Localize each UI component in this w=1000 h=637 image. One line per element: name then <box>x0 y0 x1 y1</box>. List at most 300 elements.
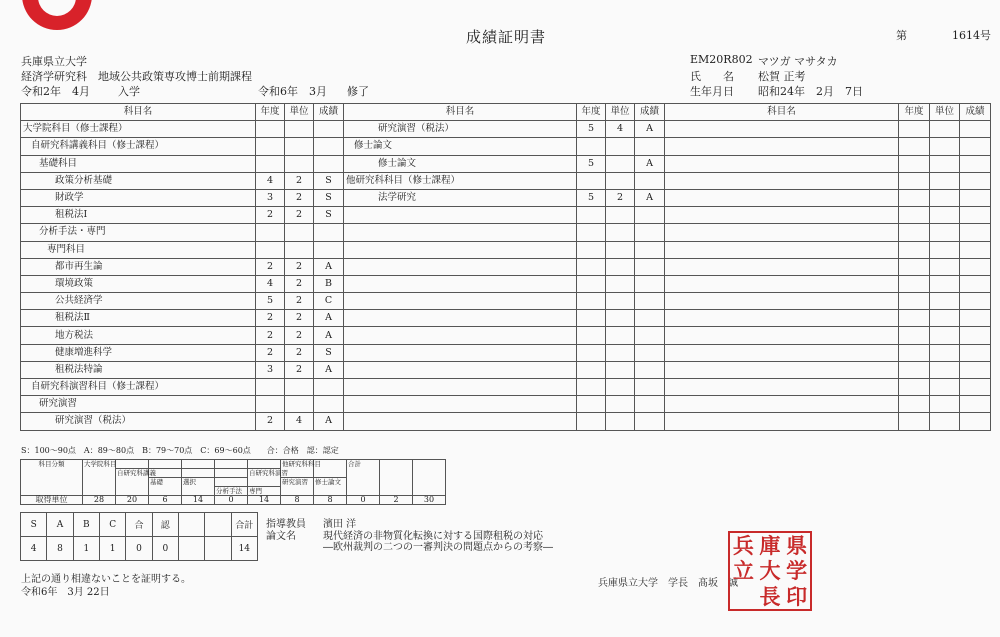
table-row <box>21 310 991 327</box>
university-name: 兵庫県立大学 <box>21 55 87 68</box>
subject-name <box>665 413 899 430</box>
subject-credit <box>930 241 960 258</box>
summary-credit-value: 0 <box>215 496 248 505</box>
subject-credit <box>606 327 635 344</box>
subject-year <box>577 293 606 310</box>
subject-name: 基礎科目 <box>21 155 256 172</box>
subject-year: 2 <box>256 344 285 361</box>
subject-credit <box>930 138 960 155</box>
subject-credit: 2 <box>285 258 314 275</box>
subject-year <box>256 121 285 138</box>
subject-year: 4 <box>256 275 285 292</box>
subject-credit <box>930 327 960 344</box>
summary-row-label: 科目分類 <box>21 460 83 469</box>
subject-credit: 2 <box>285 327 314 344</box>
grade-count-value: 1 <box>99 537 125 561</box>
subject-credit <box>285 121 314 138</box>
subject-grade <box>635 224 665 241</box>
subject-grade: A <box>314 258 344 275</box>
table-row <box>21 258 991 275</box>
subject-name <box>665 155 899 172</box>
subject-year <box>577 310 606 327</box>
subject-credit: 2 <box>606 189 635 206</box>
subject-name: 環境政策 <box>21 275 256 292</box>
certification-text: 上記の通り相違ないことを証明する。 <box>21 574 191 585</box>
seal-char: 大 <box>759 558 781 584</box>
subject-grade <box>635 361 665 378</box>
subject-credit <box>285 224 314 241</box>
header-year: 年度 <box>256 104 285 121</box>
subject-name: 法学研究 <box>344 189 577 206</box>
subject-name: 自研究科講義科目（修士課程） <box>21 138 256 155</box>
subject-credit <box>285 155 314 172</box>
subject-name <box>665 189 899 206</box>
table-row <box>21 379 991 396</box>
subject-credit <box>930 396 960 413</box>
subject-grade <box>960 413 991 430</box>
subject-grade <box>314 224 344 241</box>
subject-credit <box>930 172 960 189</box>
grade-count-value: 4 <box>21 537 47 561</box>
thesis-label: 論文名 <box>266 531 296 542</box>
subject-grade: A <box>314 361 344 378</box>
thesis-subtitle: ―欧州裁判の二つの一審判決の問題点からの考察― <box>323 542 553 553</box>
subject-credit <box>930 155 960 172</box>
subject-credit <box>930 189 960 206</box>
subject-credit <box>606 207 635 224</box>
subject-grade <box>635 258 665 275</box>
subject-grade <box>635 172 665 189</box>
summary-credit-value: 0 <box>347 496 380 505</box>
subject-credit: 4 <box>606 121 635 138</box>
subject-name: 修士論文 <box>344 138 577 155</box>
subject-grade <box>635 241 665 258</box>
seal-char: 兵 <box>732 533 754 559</box>
subject-grade <box>314 138 344 155</box>
subject-credit <box>930 121 960 138</box>
subject-year: 5 <box>577 121 606 138</box>
subject-name <box>665 310 899 327</box>
summary-credit-value: 28 <box>83 496 116 505</box>
grade-count-value: 0 <box>152 537 178 561</box>
grade-count-label <box>178 513 204 537</box>
subject-grade <box>635 275 665 292</box>
seal-char: 長 <box>759 583 781 609</box>
student-kana: マツガ マサタカ <box>758 55 838 68</box>
header-grade: 成績 <box>960 104 991 121</box>
subject-year: 2 <box>256 258 285 275</box>
seal-char: 印 <box>786 583 808 609</box>
subject-grade <box>960 207 991 224</box>
table-row <box>21 327 991 344</box>
subject-grade <box>960 310 991 327</box>
table-row <box>21 344 991 361</box>
table-row <box>21 172 991 189</box>
subject-name: 分析手法・専門 <box>21 224 256 241</box>
grade-count-label: A <box>47 513 73 537</box>
issuer-name: 兵庫県立大学 学長 髙坂 誠 <box>598 578 738 589</box>
subject-grade <box>314 396 344 413</box>
subject-grade <box>635 327 665 344</box>
subject-credit <box>930 293 960 310</box>
subject-year <box>899 310 930 327</box>
thesis-title: 現代経済の非物質化転換に対する国際租税の対応 <box>323 531 543 542</box>
subject-credit <box>285 241 314 258</box>
subject-name <box>665 379 899 396</box>
subject-credit <box>606 241 635 258</box>
subject-credit <box>930 207 960 224</box>
subject-grade <box>960 121 991 138</box>
subject-year <box>256 241 285 258</box>
table-header-row <box>21 104 991 121</box>
subject-name: 政策分析基礎 <box>21 172 256 189</box>
subject-grade <box>960 258 991 275</box>
subject-name: 地方税法 <box>21 327 256 344</box>
subject-grade <box>960 275 991 292</box>
issue-date: 令和6年 3月 22日 <box>21 587 110 598</box>
summary-senmon: 専門 <box>248 487 281 496</box>
subject-grade <box>960 396 991 413</box>
subject-grade <box>960 293 991 310</box>
subject-credit <box>930 361 960 378</box>
header-grade: 成績 <box>314 104 344 121</box>
subject-credit <box>606 172 635 189</box>
subject-name <box>344 310 577 327</box>
summary-credit-label: 取得単位 <box>21 496 83 505</box>
subject-grade <box>314 121 344 138</box>
subject-name: 研究演習（税法） <box>21 413 256 430</box>
summary-credit-value: 20 <box>116 496 149 505</box>
subject-name: 大学院科目（修士課程） <box>21 121 256 138</box>
subject-grade: A <box>314 327 344 344</box>
subject-name <box>665 258 899 275</box>
table-row <box>21 207 991 224</box>
subject-grade <box>314 241 344 258</box>
subject-name <box>665 207 899 224</box>
subject-name <box>344 327 577 344</box>
subject-grade: A <box>635 155 665 172</box>
header-subject: 科目名 <box>21 104 256 121</box>
subject-credit <box>606 361 635 378</box>
header-credit: 単位 <box>930 104 960 121</box>
name-label: 氏 名 <box>690 70 734 83</box>
table-row <box>21 275 991 292</box>
student-name: 松賀 正考 <box>758 70 806 83</box>
subject-credit <box>606 344 635 361</box>
subject-grade: A <box>314 413 344 430</box>
table-row <box>21 189 991 206</box>
subject-grade: C <box>314 293 344 310</box>
advisor-label: 指導教員 <box>266 519 306 530</box>
subject-grade: A <box>635 189 665 206</box>
subject-year <box>577 207 606 224</box>
subject-credit <box>606 155 635 172</box>
subject-credit <box>285 379 314 396</box>
subject-credit <box>606 138 635 155</box>
subject-credit: 2 <box>285 310 314 327</box>
subject-credit: 2 <box>285 344 314 361</box>
enroll-label: 入学 <box>118 85 140 98</box>
complete-label: 修了 <box>347 85 369 98</box>
grade-count-value <box>178 537 204 561</box>
grade-count-label: 合計 <box>231 513 257 537</box>
grade-count-label: C <box>99 513 125 537</box>
student-id: EM20R802 <box>690 53 753 66</box>
subject-name: 他研究科科目（修士課程） <box>344 172 577 189</box>
subject-year <box>577 379 606 396</box>
subject-year <box>577 413 606 430</box>
subject-name <box>344 361 577 378</box>
subject-grade <box>960 224 991 241</box>
subject-name <box>665 275 899 292</box>
subject-grade <box>635 207 665 224</box>
table-row <box>21 413 991 430</box>
subject-name <box>665 327 899 344</box>
subject-year <box>899 155 930 172</box>
subject-grade <box>635 310 665 327</box>
subject-credit: 2 <box>285 172 314 189</box>
summary-jienshu: 自研究科演習 <box>249 469 288 478</box>
subject-credit <box>285 138 314 155</box>
header-year: 年度 <box>899 104 930 121</box>
subject-year: 3 <box>256 361 285 378</box>
grade-legend: S：100〜90点 A：89〜80点 B：79〜70点 C：69〜60点 合：合格 認：認定 <box>21 446 339 455</box>
subject-year: 3 <box>256 189 285 206</box>
summary-daigakuin: 大学院科目 <box>84 460 117 469</box>
subject-credit <box>930 258 960 275</box>
subject-credit <box>606 413 635 430</box>
table-row <box>21 138 991 155</box>
subject-year <box>577 361 606 378</box>
credit-summary-table <box>20 459 446 505</box>
grade-count-value: 1 <box>73 537 99 561</box>
subject-credit: 2 <box>285 293 314 310</box>
summary-credit-value: 30 <box>413 496 446 505</box>
grade-count-label: 合 <box>126 513 152 537</box>
subject-year <box>577 327 606 344</box>
subject-grade <box>960 138 991 155</box>
subject-name <box>665 396 899 413</box>
table-row <box>21 121 991 138</box>
subject-name <box>665 293 899 310</box>
subject-grade: B <box>314 275 344 292</box>
header-grade: 成績 <box>635 104 665 121</box>
subject-name: 研究演習（税法） <box>344 121 577 138</box>
subject-credit <box>285 396 314 413</box>
advisor-name: 濱田 洋 <box>323 519 357 530</box>
table-row <box>21 361 991 378</box>
subject-year <box>577 258 606 275</box>
subject-credit <box>606 293 635 310</box>
header-subject: 科目名 <box>665 104 899 121</box>
seal-char: 立 <box>732 558 754 584</box>
summary-jikougi: 自研究科講義 <box>117 469 156 478</box>
subject-grade: S <box>314 189 344 206</box>
grade-count-value: 14 <box>231 537 257 561</box>
grade-count-table <box>20 512 258 561</box>
subject-year <box>899 121 930 138</box>
subject-grade <box>960 327 991 344</box>
subject-name <box>344 396 577 413</box>
summary-credit-value: 8 <box>314 496 347 505</box>
subject-year <box>577 396 606 413</box>
grade-count-label: B <box>73 513 99 537</box>
subject-credit <box>930 275 960 292</box>
header-credit: 単位 <box>606 104 635 121</box>
subject-name <box>665 361 899 378</box>
subject-year: 5 <box>577 155 606 172</box>
subject-name <box>344 379 577 396</box>
header-credit: 単位 <box>285 104 314 121</box>
subject-grade <box>960 379 991 396</box>
subject-name <box>665 172 899 189</box>
subject-year: 2 <box>256 413 285 430</box>
subject-grade <box>960 344 991 361</box>
summary-gokei: 合計 <box>347 460 380 469</box>
subject-year <box>899 275 930 292</box>
grades-table <box>20 103 991 431</box>
subject-credit: 2 <box>285 361 314 378</box>
subject-grade <box>314 155 344 172</box>
subject-grade: A <box>635 121 665 138</box>
subject-name: 健康増進科学 <box>21 344 256 361</box>
subject-year: 2 <box>256 310 285 327</box>
doc-number: 1614号 <box>952 29 991 42</box>
table-row <box>21 396 991 413</box>
subject-year <box>256 396 285 413</box>
subject-name <box>665 344 899 361</box>
subject-year <box>899 172 930 189</box>
document-title: 成績証明書 <box>466 28 547 46</box>
seal-char: 学 <box>786 558 808 584</box>
subject-year <box>256 379 285 396</box>
subject-year <box>899 138 930 155</box>
subject-name: 公共経済学 <box>21 293 256 310</box>
subject-name <box>665 224 899 241</box>
department-name: 経済学研究科 地域公共政策専攻博士前期課程 <box>21 70 252 83</box>
grade-count-label <box>205 513 231 537</box>
subject-year <box>577 172 606 189</box>
subject-credit <box>930 413 960 430</box>
subject-year <box>899 207 930 224</box>
summary-credit-value: 2 <box>380 496 413 505</box>
summary-credit-value: 14 <box>182 496 215 505</box>
subject-year: 4 <box>256 172 285 189</box>
subject-name: 都市再生論 <box>21 258 256 275</box>
subject-grade <box>314 379 344 396</box>
subject-name <box>344 207 577 224</box>
subject-name: 研究演習 <box>21 396 256 413</box>
subject-year <box>256 224 285 241</box>
subject-grade <box>635 138 665 155</box>
subject-credit <box>930 344 960 361</box>
official-seal <box>728 531 812 611</box>
subject-year <box>899 224 930 241</box>
summary-bunseki: 分析手法 <box>215 487 248 496</box>
subject-name: 自研究科演習科目（修士課程） <box>21 379 256 396</box>
subject-name <box>665 241 899 258</box>
subject-name: 租税法Ⅰ <box>21 207 256 224</box>
subject-name <box>344 413 577 430</box>
subject-year: 2 <box>256 327 285 344</box>
subject-credit: 4 <box>285 413 314 430</box>
subject-year <box>577 275 606 292</box>
subject-credit <box>606 258 635 275</box>
seal-char <box>730 584 757 609</box>
seal-char: 庫 <box>759 533 781 559</box>
subject-year <box>899 241 930 258</box>
birth-label: 生年月日 <box>690 85 734 98</box>
subject-grade: A <box>314 310 344 327</box>
subject-name <box>665 121 899 138</box>
summary-kiso: 基礎 <box>149 478 182 487</box>
subject-year <box>256 138 285 155</box>
subject-year <box>256 155 285 172</box>
header-subject: 科目名 <box>344 104 577 121</box>
subject-credit: 2 <box>285 275 314 292</box>
subject-credit <box>930 379 960 396</box>
subject-name: 租税法Ⅱ <box>21 310 256 327</box>
subject-year <box>899 344 930 361</box>
subject-year: 2 <box>256 207 285 224</box>
summary-tashu: 他研究科科目 <box>282 460 321 469</box>
birth-date: 昭和24年 2月 7日 <box>758 85 863 98</box>
grade-count-value: 8 <box>47 537 73 561</box>
subject-credit <box>930 310 960 327</box>
subject-grade <box>960 155 991 172</box>
subject-name <box>344 275 577 292</box>
subject-name: 租税法特論 <box>21 361 256 378</box>
subject-name <box>344 258 577 275</box>
subject-credit <box>606 379 635 396</box>
subject-year <box>577 241 606 258</box>
subject-credit <box>930 224 960 241</box>
subject-year <box>899 396 930 413</box>
subject-name: 専門科目 <box>21 241 256 258</box>
complete-date: 令和6年 3月 <box>258 85 327 98</box>
table-row <box>21 293 991 310</box>
subject-year <box>899 293 930 310</box>
summary-credit-value: 8 <box>281 496 314 505</box>
subject-credit <box>606 310 635 327</box>
subject-grade <box>635 293 665 310</box>
summary-credit-value: 14 <box>248 496 281 505</box>
subject-grade: S <box>314 172 344 189</box>
grade-count-label: S <box>21 513 47 537</box>
subject-credit <box>606 275 635 292</box>
subject-name <box>344 241 577 258</box>
enroll-date: 令和2年 4月 <box>21 85 90 98</box>
subject-year <box>899 361 930 378</box>
subject-credit: 2 <box>285 189 314 206</box>
doc-number-label: 第 <box>896 29 907 42</box>
subject-year <box>577 224 606 241</box>
summary-kenkyu: 研究演習 <box>281 478 314 487</box>
subject-name: 修士論文 <box>344 155 577 172</box>
summary-credit-value: 6 <box>149 496 182 505</box>
summary-credit-row <box>21 496 446 505</box>
table-row <box>21 155 991 172</box>
header-year: 年度 <box>577 104 606 121</box>
subject-credit: 2 <box>285 207 314 224</box>
subject-grade <box>635 396 665 413</box>
subject-year: 5 <box>256 293 285 310</box>
table-row <box>21 224 991 241</box>
subject-grade: S <box>314 207 344 224</box>
subject-credit <box>606 396 635 413</box>
subject-year <box>899 189 930 206</box>
subject-grade <box>960 361 991 378</box>
